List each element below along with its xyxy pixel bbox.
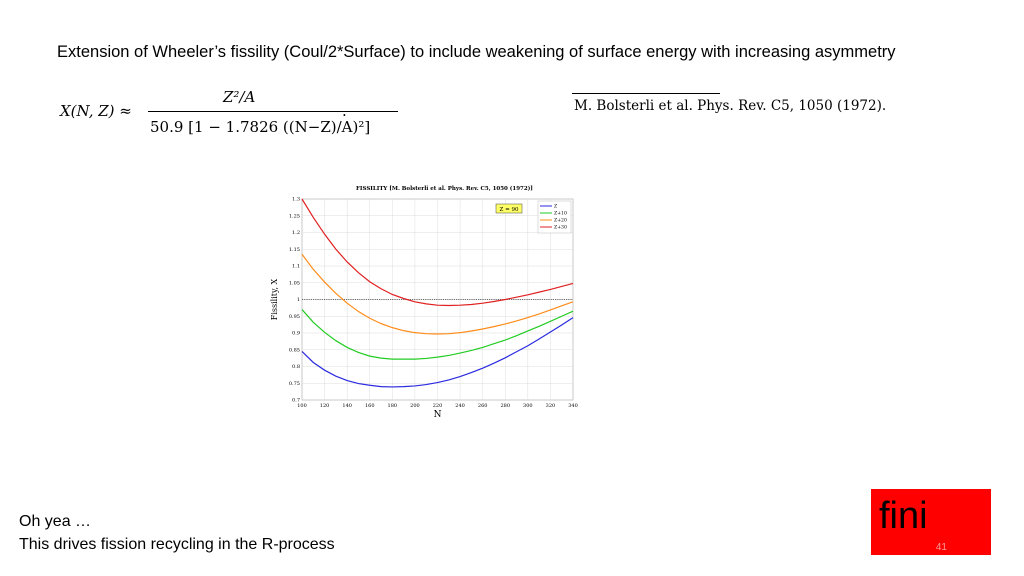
slide-title: Extension of Wheeler’s fissility (Coul/2*Surface) to include weakening of surface energy with increasing asymmetry <box>57 43 896 61</box>
y-tick-label: 1.15 <box>288 246 300 253</box>
bottom-line-1: Oh yea … <box>19 513 92 530</box>
x-tick-label: 120 <box>319 403 330 409</box>
fini-box <box>871 489 991 555</box>
y-tick-label: 1.2 <box>292 230 300 237</box>
x-tick-label: 220 <box>432 403 443 409</box>
formula-denominator: 50.9 [1 − 1.7826 ((N−Z)/A)²] <box>150 118 371 136</box>
x-tick-label: 180 <box>387 403 398 409</box>
y-tick-label: 1.25 <box>288 213 300 220</box>
x-tick-label: 100 <box>297 403 307 409</box>
y-tick-label: 1 <box>296 297 300 304</box>
legend-label: Z+10 <box>554 211 567 217</box>
y-axis-label: Fissility, X <box>270 278 279 321</box>
legend-label: Z <box>554 204 558 210</box>
y-tick-label: 1.05 <box>288 280 300 287</box>
x-tick-label: 320 <box>545 403 556 409</box>
bottom-note <box>19 510 335 556</box>
formula-fraction-bar <box>148 111 398 112</box>
formula-period: . <box>342 102 347 120</box>
y-tick-label: 0.95 <box>288 313 300 320</box>
bottom-line-2: This drives fission recycling in the R-process <box>19 536 335 553</box>
x-tick-label: 340 <box>568 403 578 409</box>
x-tick-label: 200 <box>410 403 420 409</box>
formula-lhs: X(N, Z) ≈ <box>60 102 132 120</box>
y-tick-label: 0.9 <box>292 330 300 337</box>
y-tick-label: 0.85 <box>288 347 300 354</box>
annotation-text: Z = 90 <box>499 207 519 213</box>
reference-rule <box>572 93 720 94</box>
page-number: 41 <box>935 542 947 553</box>
fissility-formula <box>58 88 371 150</box>
legend-label: Z+30 <box>554 225 567 231</box>
chart-svg <box>266 184 586 424</box>
x-tick-label: 280 <box>500 403 511 409</box>
fini-label: fini <box>879 495 928 537</box>
x-tick-label: 300 <box>523 403 533 409</box>
y-tick-label: 1.3 <box>292 196 300 203</box>
chart-title: FISSILITY [M. Bolsterli et al. Phys. Rev. C5, 1050 (1972)] <box>356 186 533 192</box>
y-tick-label: 1.1 <box>292 263 300 270</box>
x-tick-label: 260 <box>477 403 488 409</box>
x-tick-label: 140 <box>342 403 352 409</box>
x-tick-label: 240 <box>455 403 465 409</box>
legend-label: Z+20 <box>554 218 567 224</box>
x-tick-label: 160 <box>364 403 375 409</box>
x-axis-label: N <box>433 410 442 420</box>
y-tick-label: 0.7 <box>292 397 300 404</box>
y-tick-label: 0.75 <box>288 380 300 387</box>
reference-text: M. Bolsterli et al. Phys. Rev. C5, 1050 (1972). <box>574 98 887 114</box>
formula-numerator: Z²/A <box>223 88 256 106</box>
fissility-chart <box>266 184 586 424</box>
y-tick-label: 0.8 <box>292 364 300 371</box>
